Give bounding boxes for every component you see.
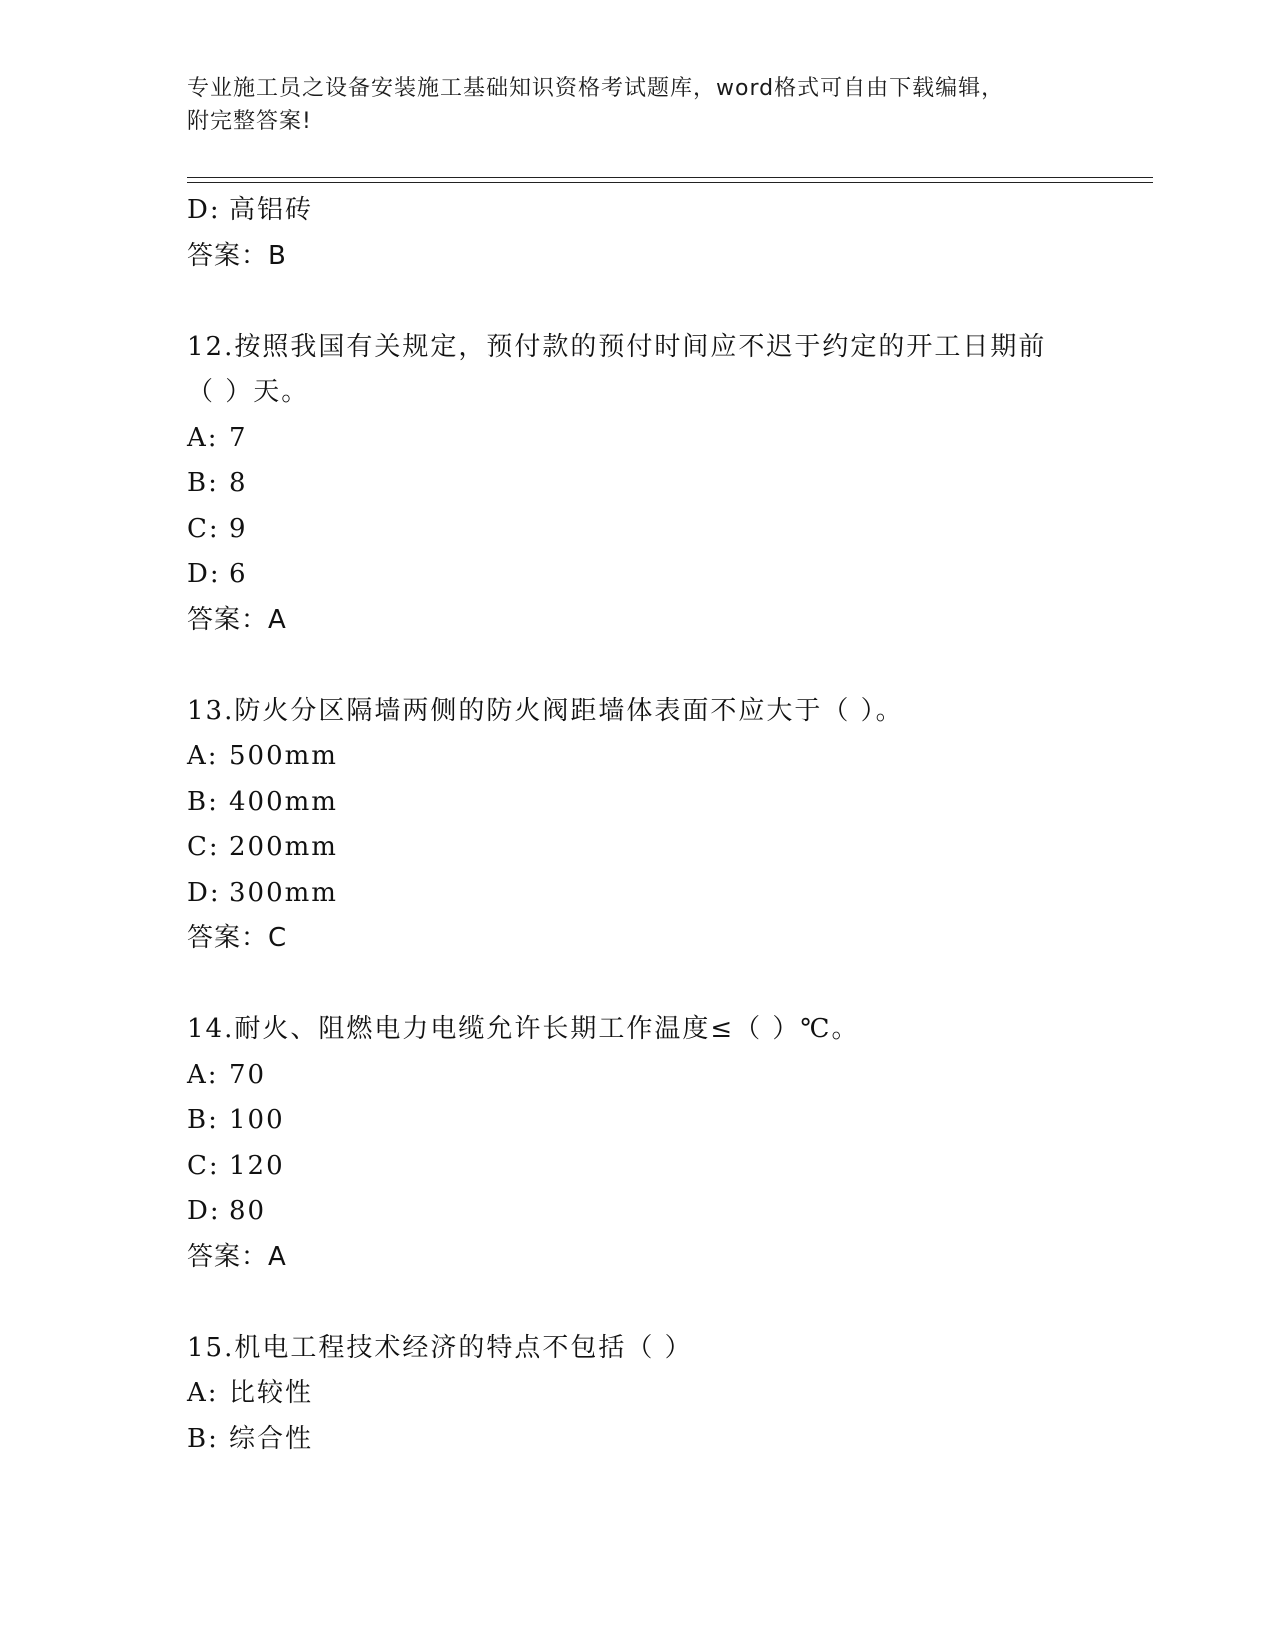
option-text: 9 — [229, 513, 248, 544]
option-label: D: — [187, 195, 221, 225]
option-row — [187, 1098, 1153, 1144]
option-label: C: — [187, 513, 220, 544]
question-block — [187, 689, 1153, 962]
spacer — [187, 962, 1153, 1008]
option-text: 500mm — [229, 741, 338, 771]
option-label: D: — [187, 559, 221, 589]
option-row — [187, 780, 1153, 826]
option-text: 400mm — [229, 786, 338, 817]
option-text: 综合性 — [229, 1423, 314, 1454]
question-stem: 15.机电工程技术经济的特点不包括（ ） — [187, 1332, 693, 1363]
question-stem: 13.防火分区隔墙两侧的防火阀距墙体表面不应大于（ ）。 — [187, 695, 904, 726]
option-row — [187, 1144, 1153, 1190]
option-label: A: — [187, 1059, 219, 1090]
header-line-2: 附完整答案! — [187, 109, 312, 134]
header-divider-top — [187, 177, 1153, 178]
option-text: 200mm — [229, 832, 338, 862]
answer-line: 答案：A — [187, 604, 287, 635]
option-row — [187, 1417, 1153, 1463]
header-line-1: 专业施工员之设备安装施工基础知识资格考试题库，word格式可自由下载编辑， — [187, 76, 1005, 101]
option-row — [187, 734, 1153, 780]
option-row — [187, 188, 1153, 234]
option-text: 7 — [229, 422, 248, 453]
option-text: 300mm — [229, 877, 338, 908]
option-label: C: — [187, 1150, 220, 1181]
option-label: B: — [187, 786, 219, 817]
option-text: 高铝砖 — [229, 195, 314, 225]
option-text: 120 — [229, 1150, 285, 1181]
option-row — [187, 1189, 1153, 1235]
option-text: 80 — [229, 1196, 267, 1226]
document-header — [187, 72, 1067, 138]
question-stem: 12.按照我国有关规定，预付款的预付时间应不迟于约定的开工日期前（ ）天。 — [187, 331, 1047, 407]
option-label: A: — [187, 422, 219, 453]
option-text: 70 — [229, 1059, 267, 1090]
option-text: 8 — [229, 468, 248, 498]
option-label: B: — [187, 1423, 219, 1454]
question-list — [187, 188, 1153, 1462]
answer-line: 答案：C — [187, 923, 288, 953]
option-label: A: — [187, 741, 219, 771]
question-stem: 14.耐火、阻燃电力电缆允许长期工作温度≤（ ）℃。 — [187, 1014, 860, 1044]
spacer — [187, 643, 1153, 689]
answer-line: 答案：A — [187, 1241, 287, 1272]
option-text: 100 — [229, 1105, 285, 1135]
option-label: D: — [187, 877, 221, 908]
option-label: A: — [187, 1378, 219, 1408]
option-label: D: — [187, 1196, 221, 1226]
option-row — [187, 1053, 1153, 1099]
option-text: 6 — [229, 559, 248, 589]
option-row — [187, 507, 1153, 553]
option-label: C: — [187, 832, 220, 862]
option-text: 比较性 — [229, 1378, 314, 1408]
option-row — [187, 552, 1153, 598]
answer-line: 答案：B — [187, 240, 287, 271]
option-row — [187, 825, 1153, 871]
question-block — [187, 1007, 1153, 1280]
option-row — [187, 461, 1153, 507]
option-label: B: — [187, 1105, 219, 1135]
spacer — [187, 279, 1153, 325]
question-block — [187, 325, 1153, 644]
option-label: B: — [187, 468, 219, 498]
spacer — [187, 1280, 1153, 1326]
option-row — [187, 416, 1153, 462]
option-row — [187, 1371, 1153, 1417]
option-row — [187, 871, 1153, 917]
header-divider-bottom — [187, 182, 1153, 183]
question-block — [187, 1326, 1153, 1463]
